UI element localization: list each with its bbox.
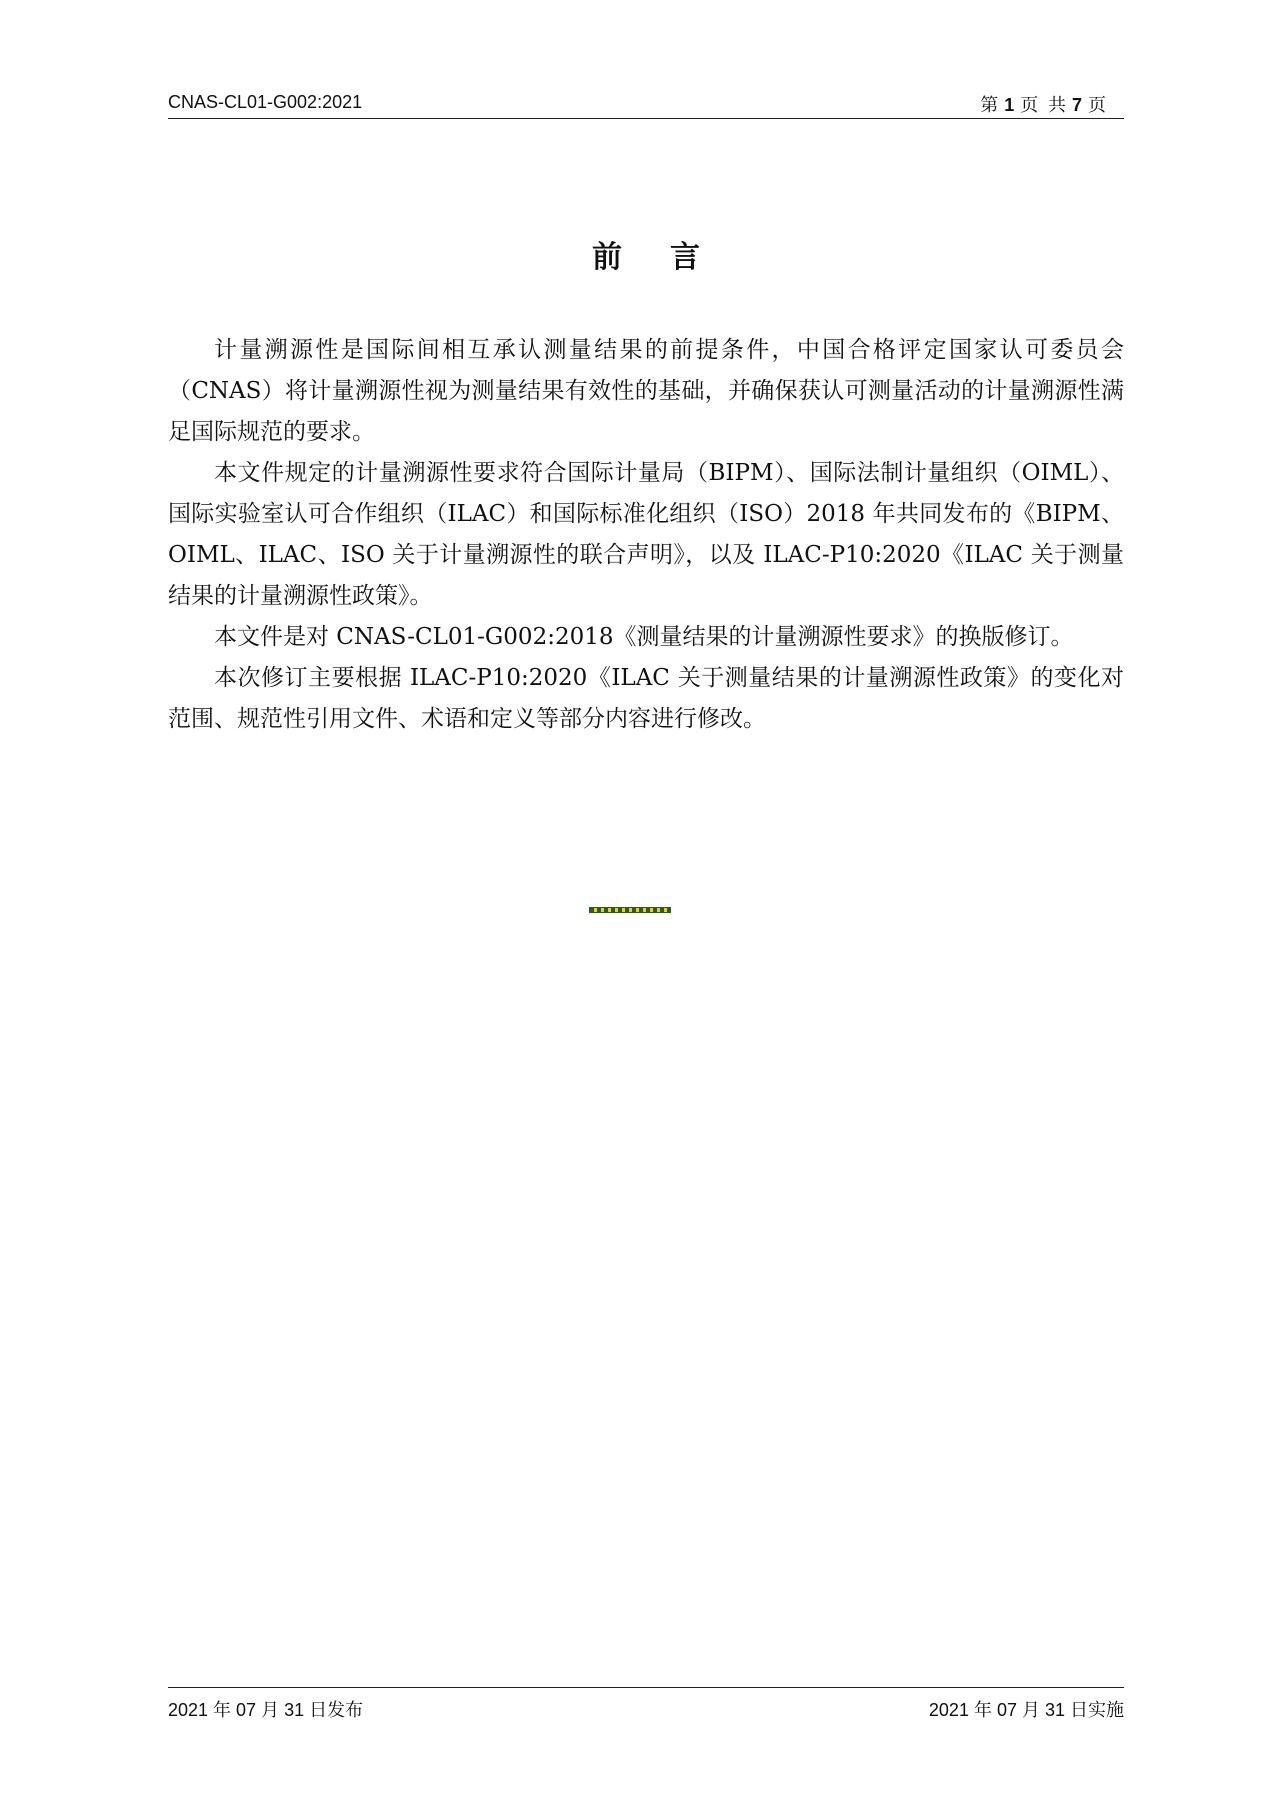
paragraph-1: 计量溯源性是国际间相互承认测量结果的前提条件，中国合格评定国家认可委员会（CNAS）将计量溯源性视为测量结果有效性的基础，并确保获认可测量活动的计量溯源性满足国际规范的要求。 [168,337,1124,445]
page-footer [168,1687,1124,1724]
effective-date: 2021 年 07 月 31 日实施 [928,1700,1124,1720]
page-header [168,88,1124,119]
page-middle: 页 共 [1020,95,1066,116]
document-body [168,330,1124,740]
total-pages: 7 [1071,95,1082,115]
document-code: CNAS-CL01-G002:2021 [168,92,363,112]
page-suffix: 页 [1088,95,1106,116]
section-end-mark [589,907,671,913]
paragraph-4: 本次修订主要根据 ILAC-P10:2020《ILAC 关于测量结果的计量溯源性政策》的变化对范围、规范性引用文件、术语和定义等部分内容进行修改。 [168,665,1124,732]
paragraph-2: 本文件规定的计量溯源性要求符合国际计量局（BIPM）、国际法制计量组织（OIML）、国际实验室认可合作组织（ILAC）和国际标准化组织（ISO）2018 年共同发布的《BIPM、OIML、ILAC、ISO 关于计量溯源性的联合声明》，以及 ILAC-P10:2020《ILAC 关于测量结果的计量溯源性政策》。 [168,460,1124,609]
issue-date: 2021 年 07 月 31 日发布 [168,1700,364,1720]
page-number: 1 [1004,95,1015,115]
paragraph-3: 本文件是对 CNAS-CL01-G002:2018《测量结果的计量溯源性要求》的换版修订。 [214,624,1074,650]
page-prefix: 第 [980,95,999,116]
page-title: 前言 [592,240,748,275]
page-indicator [980,91,1106,117]
